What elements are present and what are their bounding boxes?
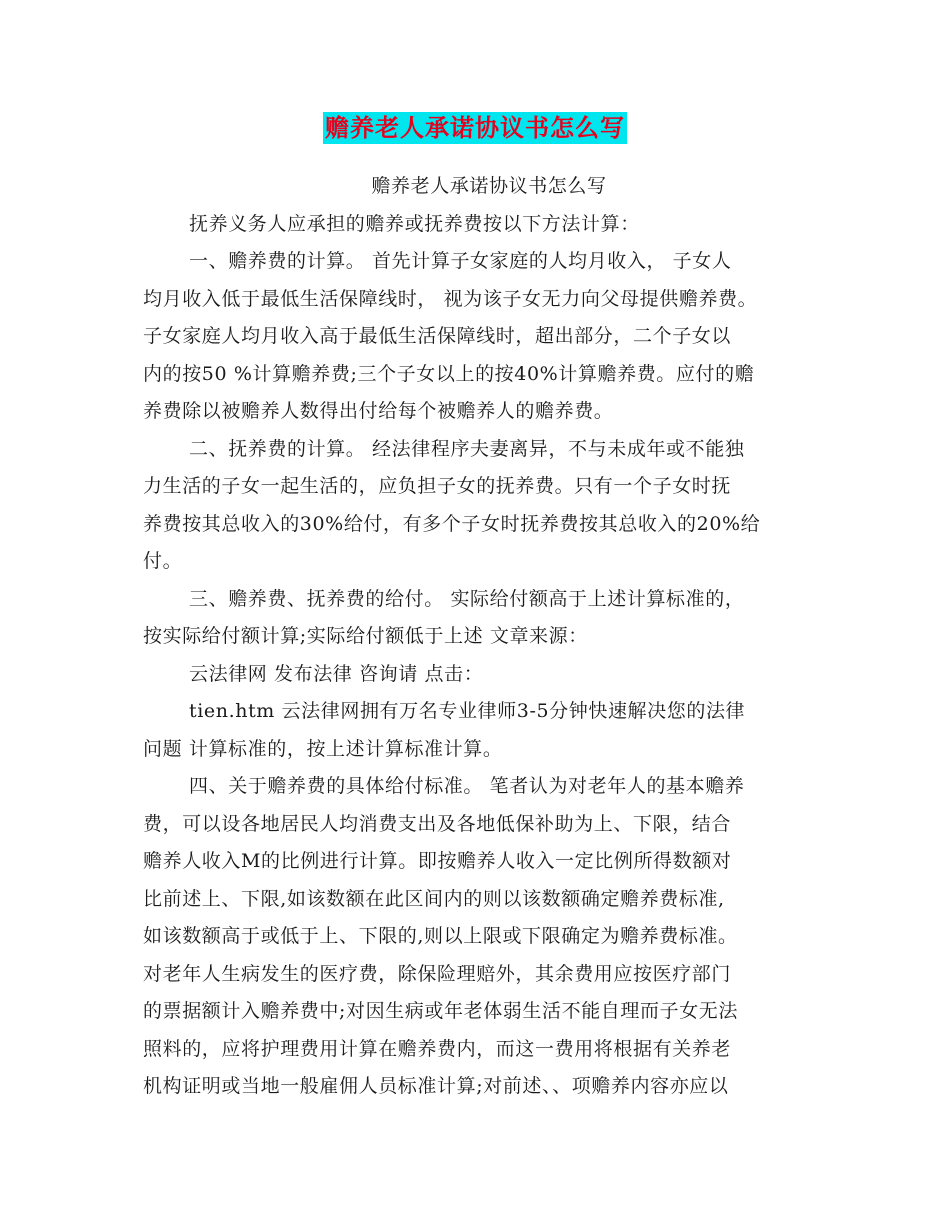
paragraph-line: 均月收入低于最低生活保障线时， 视为该子女无力向父母提供赡养费。 xyxy=(143,287,758,310)
paragraph-line: 四、关于赡养费的具体给付标准。 笔者认为对老年人的基本赡养 xyxy=(189,775,745,797)
paragraph-line: 如该数额高于或低于上、下限的,则以上限或下限确定为赡养费标准。 xyxy=(143,925,738,947)
document-body xyxy=(143,168,815,1106)
paragraph-line: 费，可以设各地居民人均消费支出及各地低保补助为上、下限，结合 xyxy=(143,812,732,835)
paragraph-line: 对老年人生病发生的医疗费，除保险理赔外，其余费用应按医疗部门 xyxy=(143,962,732,985)
paragraph-line: 的票据额计入赡养费中;对因生病或年老体弱生活不能自理而子女无法 xyxy=(143,1000,739,1022)
paragraph-line: tien.htm 云法律网拥有万名专业律师3-5分钟快速解决您的法律 xyxy=(189,700,746,722)
paragraph-line: 付。 xyxy=(143,550,183,572)
paragraph-line: 比前述上、下限,如该数额在此区间内的则以该数额确定赡养费标准, xyxy=(143,887,725,910)
paragraph-line: 问题 计算标准的，按上述计算标准计算。 xyxy=(143,737,503,760)
paragraph-line: 养费按其总收入的30%给付，有多个子女时抚养费按其总收入的20%给 xyxy=(143,512,761,535)
paragraph-line: 机构证明或当地一般雇佣人员标准计算;对前述、、项赡养内容亦应以 xyxy=(143,1075,729,1097)
paragraph-line: 抚养义务人应承担的赡养或抚养费按以下方法计算： xyxy=(189,212,640,235)
document-title-area xyxy=(0,112,950,144)
paragraph-line: 一、赡养费的计算。 首先计算子女家庭的人均月收入， 子女人 xyxy=(189,250,732,272)
paragraph-line: 云法律网 发布法律 咨询请 点击： xyxy=(189,662,484,685)
document-title: 赡养老人承诺协议书怎么写 xyxy=(325,114,625,142)
paragraph-line: 按实际给付额计算;实际给付额低于上述 文章来源： xyxy=(143,625,588,647)
paragraph-line: 力生活的子女一起生活的，应负担子女的抚养费。只有一个子女时抚 xyxy=(143,475,732,497)
paragraph-line: 照料的，应将护理费用计算在赡养费内，而这一费用将根据有关养老 xyxy=(143,1037,732,1060)
paragraph-line: 内的按50 %计算赡养费;三个子女以上的按40%计算赡养费。应付的赡 xyxy=(143,362,755,385)
paragraph-line: 赡养人收入M的比例进行计算。即按赡养人收入一定比例所得数额对 xyxy=(143,850,732,872)
paragraph-line: 子女家庭人均月收入高于最低生活保障线时，超出部分，二个子女以 xyxy=(143,325,732,347)
subtitle-line: 赡养老人承诺协议书怎么写 xyxy=(371,175,607,197)
paragraph-line: 二、抚养费的计算。 经法律程序夫妻离异，不与未成年或不能独 xyxy=(189,437,745,460)
paragraph-line: 养费除以被赡养人数得出付给每个被赡养人的赡养费。 xyxy=(143,400,614,422)
paragraph-line: 三、赡养费、抚养费的给付。 实际给付额高于上述计算标准的， xyxy=(189,587,745,610)
